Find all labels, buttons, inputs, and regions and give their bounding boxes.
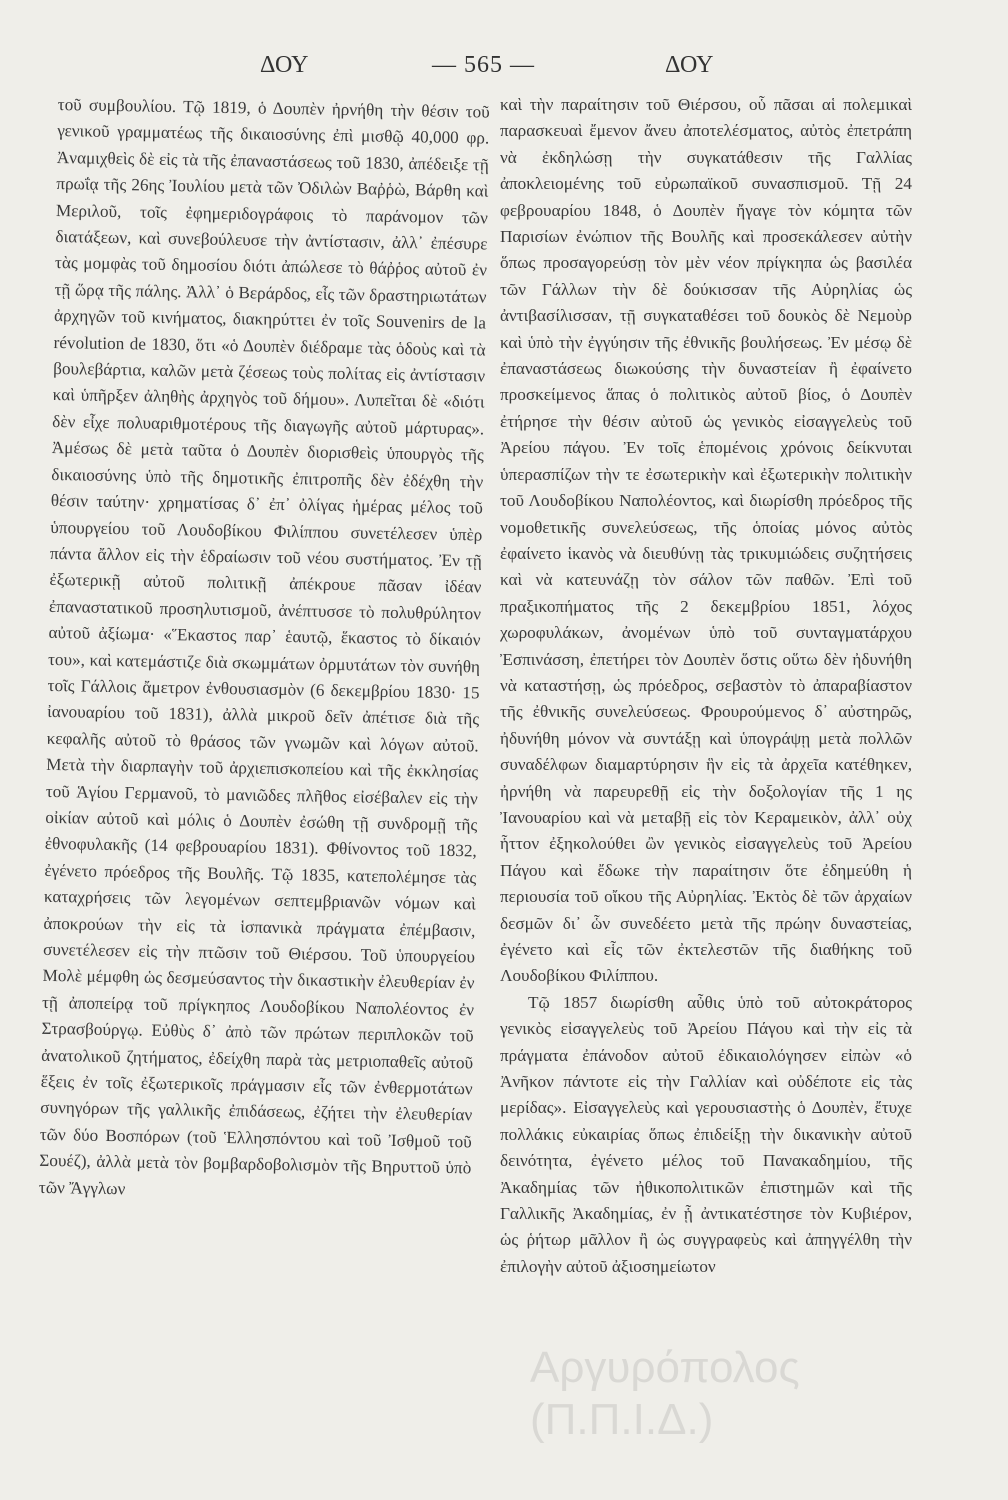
page-number: — 565 — <box>432 52 535 78</box>
left-column-paragraph: τοῦ συμβουλίου. Τῷ 1819, ὁ Δουπὲν ἠρνήθη τὴν θέσιν τοῦ γενικοῦ γραμματέως τῆς δικαιοσύνης ἐπὶ μισθῷ 40,000 φρ. Ἀναμιχθεὶς δὲ εἰς τὰ τῆς ἐπαναστάσεως τοῦ 1830, ἀπέδειξε τῇ πρωΐᾳ τῆς 26ης Ἰουλίου μετὰ τῶν Ὀδιλὼν Βαῤῥὼ, Βάρθη καὶ Μεριλοῦ, τοῖς ἐφημεριδογράφοις τὸ παράνομον τῶν διατάξεων, καὶ συνεβούλευσε τὴν ἀντίστασιν, ἀλλ᾽ ἐπέσυρε τὰς μομφὰς τοῦ δημοσίου διότι ἀπώλεσε τὸ θάῤῥος αὐτοῦ ἐν τῇ ὥρᾳ τῆς πάλης. Ἀλλ᾽ ὁ Βεράρδος, εἷς τῶν δραστηριωτάτων ἀρχηγῶν τοῦ κινήματος, διακηρύττει ἐν τοῖς Souvenirs de la révolution de 1830, ὅτι «ὁ Δουπὲν διέδραμε τὰς ὁδοὺς καὶ τὰ βουλεβάρτια, καλῶν μετὰ ζέσεως τοὺς πολίτας εἰς ἀντίστασιν καὶ ὑπῆρξεν ἀληθὴς ἀρχηγὸς τοῦ δήμου». Λυπεῖται δὲ «διότι δὲν εἶχε πολυαριθμοτέρους τῆς διαγωγῆς αὐτοῦ μάρτυρας». Ἀμέσως δὲ μετὰ ταῦτα ὁ Δουπὲν διορισθεὶς ὑπουργὸς τῆς δικαιοσύνης ὑπὸ τῆς δημοτικῆς ἐπιτροπῆς δὲν ἐδέχθη τὴν θέσιν ταύτην· χρηματίσας δ᾽ ἐπ᾽ ὀλίγας ἡμέρας μέλος τοῦ ὑπουργείου τοῦ Λουδοβίκου Φιλίππου συνετέλεσεν ὑπὲρ πάντα ἄλλον εἰς τὴν ἑδραίωσιν τοῦ νέου συστήματος. Ἐν τῇ ἐξωτερικῇ αὐτοῦ πολιτικῇ ἀπέκρουε πᾶσαν ἰδέαν ἐπαναστατικοῦ προσηλυτισμοῦ, ἀνέπτυσσε τὸ πολυθρύλητον αὐτοῦ ἀξίωμα· «Ἕκαστος παρ᾽ ἑαυτῷ, ἕκαστος τὸ δίκαιόν του», καὶ κατεμάστιζε διὰ σκωμμάτων ὀρμυτάτων τὸν συνήθη τοῖς Γάλλοις ἄμετρον ἐνθουσιασμὸν (6 δεκεμβρίου 1830· 15 ἰανουαρίου τοῦ 1831), ἀλλὰ μικροῦ δεῖν ἀπέτισε διὰ τῆς κεφαλῆς αὐτοῦ τὸ θράσος τῶν γνωμῶν καὶ λόγων αὐτοῦ. Μετὰ τὴν διαρπαγὴν τοῦ ἀρχιεπισκοπείου καὶ τῆς ἐκκλησίας τοῦ Ἁγίου Γερμανοῦ, τὸ μανιῶδες πλῆθος εἰσέβαλεν εἰς τὴν οἰκίαν αὐτοῦ καὶ μόλις ὁ Δουπὲν ἐσώθη τῇ συνδρομῇ τῆς ἐθνοφυλακῆς (14 φεβρουαρίου 1831). Φθίνοντος τοῦ 1832, ἐγένετο πρόεδρος τῆς Βουλῆς. Τῷ 1835, κατεπολέμησε τὰς καταχρήσεις τῶν λεγομένων σεπτεμβριανῶν νόμων καὶ ἀποκρούων τὴν εἰς τὰ ἱσπανικὰ πράγματα ἐπέμβασιν, συνετέλεσεν εἰς τὴν πτῶσιν τοῦ Θιέρσου. Τοῦ ὑπουργείου Μολὲ μέμφθη ὡς δεσμεύσαντος τὴν δικαστικὴν ἐλευθερίαν ἐν τῇ ἀποπείρᾳ τοῦ πρίγκηπος Λουδοβίκου Ναπολέοντος ἐν Στρασβούργῳ. Εὐθὺς δ᾽ ἀπὸ τῶν πρώτων περιπλοκῶν τοῦ ἀνατολικοῦ ζητήματος, ἐδείχθη παρὰ τὰς μετριοπαθεῖς αὐτοῦ ἕξεις ἐν τοῖς ἐξωτερικοῖς πράγμασιν εἷς τῶν ἐνθερμοτάτων συνηγόρων τῆς γαλλικῆς ἐπιδάσεως, ἐζήτει τὴν ἐλευθερίαν τῶν δύο Βοσπόρων (τοῦ Ἑλλησπόντου καὶ τοῦ Ἰσθμοῦ τοῦ Σουέζ), ἀλλὰ μετὰ τὸν βομβαρδοβολισμὸν τῆς Βηρυττοῦ ὑπὸ τῶν Ἄγγλων <box>38 94 490 1198</box>
right-column-paragraph-1: καὶ τὴν παραίτησιν τοῦ Θιέρσου, οὗ πᾶσαι αἱ πολεμικαὶ παρασκευαὶ ἔμενον ἄνευ ἀποτελέσματος, αὐτὸς ἐπετράπη νὰ ἐκδηλώσῃ τὴν συγκατάθεσιν τῆς Γαλλίας ἀποκλειομένης τοῦ εὐρωπαϊκοῦ συνασπισμοῦ. Τῇ 24 φεβρουαρίου 1848, ὁ Δουπὲν ἤγαγε τὸν κόμητα τῶν Παρισίων ἐνώπιον τῆς Βουλῆς καὶ προσεκάλεσεν αὐτὴν ὅπως προσαγορεύσῃ τὸν μὲν νέον πρίγκηπα ὡς βασιλέα τῶν Γάλλων τὴν δὲ δούκισσαν τῆς Αὐρηλίας ὡς ἀντιβασίλισσαν, τῇ συγκαταθέσει τοῦ δουκὸς δὲ Νεμοὺρ καὶ ὑπὸ τὴν ἐγγύησιν τῆς ἐθνικῆς βουλήσεως. Ἐν μέσῳ δὲ ἐπαναστάσεως διωκούσης τὴν δυναστείαν ἢ ἐφαίνετο προσκείμενος ἅπας ὁ πολιτικὸς αὐτοῦ βίος, ὁ Δουπὲν ἐτήρησε τὴν θέσιν αὐτοῦ ὡς γενικὸς εἰσαγγελεὺς τοῦ Ἀρείου πάγου. Ἐν τοῖς ἑπομένοις χρόνοις δείκνυται ὑπερασπίζων τὴν τε ἐσωτερικὴν καὶ ἐξωτερικὴν πολιτικὴν τοῦ Λουδοβίκου Ναπολέοντος, καὶ διωρίσθη πρόεδρος τῆς νομοθετικῆς συνελεύσεως, τῆς ὁποίας μόνος αὐτὸς ἐφαίνετο ἱκανὸς νὰ διευθύνῃ τὰς τρικυμιώδεις συζητήσεις καὶ νὰ κατευνάζῃ τὸν σάλον τῶν παθῶν. Ἐπὶ τοῦ πραξικοπήματος τῆς 2 δεκεμβρίου 1851, λόχος χωροφυλάκων, ἀνομένων ὑπὸ τοῦ συνταγματάρχου Ἐσπινάσση, ἐπετήρει τὸν Δουπὲν ὅστις οὕτω δὲν ἠδυνήθη νὰ καταστήσῃ, ὡς πρόεδρος, σεβαστὸν τὸ ἀπαραβίαστον τῆς ἐθνικῆς συνελεύσεως. Φρουρούμενος δ᾽ αὐστηρῶς, ἠδυνήθη μόνον νὰ συντάξῃ καὶ ὑπογράψῃ μετὰ πολλῶν συναδέλφων διαμαρτύρησιν ἣν εἰς τὰ ἀρχεῖα κατέθηκεν, ἠρνήθη νὰ παρευρεθῇ εἰς τὴν δοξολογίαν τῆς 1 ης Ἰανουαρίου καὶ νὰ μεταβῇ εἰς τὸν Κεραμεικὸν, ἀλλ᾽ οὐχ ἧττον ἐξηκολούθει ὢν γενικὸς εἰσαγγελεὺς τοῦ Ἀρείου Πάγου καὶ ἔδωκε τὴν παραίτησιν ὅτε ἐδημεύθη ἡ περιουσία τοῦ οἴκου τῆς Αὐρηλίας. Ἐκτὸς δὲ τῶν ἀρχαίων δεσμῶν δι᾽ ὧν συνεδέετο μετὰ τῆς πρώην δυναστείας, ἐγένετο καὶ εἷς τῶν ἐκτελεστῶν τῆς διαθήκης τοῦ Λουδοβίκου Φιλίππου. <box>500 95 912 986</box>
right-column-paragraph-2: Τῷ 1857 διωρίσθη αὖθις ὑπὸ τοῦ αὐτοκράτορος γενικὸς εἰσαγγελεὺς τοῦ Ἀρείου Πάγου καὶ τὴν εἰς τὰ πράγματα ἐπάνοδον αὐτοῦ ἐδικαιολόγησεν εἰπὼν «ὁ Ἀνῆκον πάντοτε εἰς τὴν Γαλλίαν καὶ οὐδέποτε εἰς τὰς μερίδας». Εἰσαγγελεὺς καὶ γερουσιαστὴς ὁ Δουπὲν, ἔτυχε πολλάκις εὐκαιρίας ὅπως ἐπιδείξῃ τὴν δικανικὴν αὐτοῦ δεινότητα, ἐγένετο μέλος τοῦ Πανακαδημίου, τῆς Ἀκαδημίας τῶν ἠθικοπολιτικῶν ἐπιστημῶν καὶ τῆς Γαλλικῆς Ἀκαδημίας, ἐν ᾗ ἀντικατέστησε τὸν Κυβιέρον, ὡς ῥήτωρ μᾶλλον ἢ ὡς συγγραφεὺς καὶ ἀπηγγέλθη τὴν ἐπιλογὴν αὐτοῦ ἀξιοσημείωτον <box>500 992 912 1276</box>
left-column <box>39 92 490 1208</box>
library-watermark: Αργυρόπολος (Π.Π.Ι.Δ.) <box>530 1343 800 1444</box>
header-left-running-title: ΔΟΥ <box>260 52 309 78</box>
right-column <box>500 92 912 1280</box>
page-header <box>60 52 940 92</box>
header-right-running-title: ΔΟΥ <box>665 52 714 78</box>
